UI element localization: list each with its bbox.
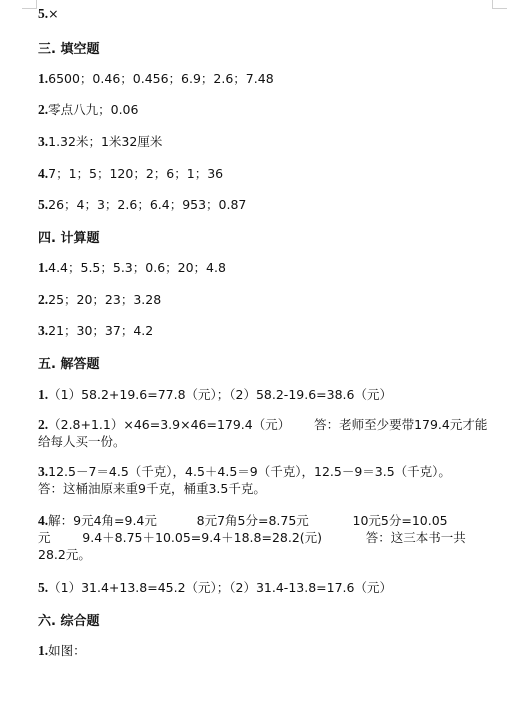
section-heading-comprehensive: 六. 综合题 (38, 614, 100, 629)
item-text: 如图： (48, 643, 86, 658)
item-text: （2.8+1.1）×46=3.9×46=179.4（元） 答：老师至少要带179.4元才能 给每人买一份。 (38, 417, 488, 449)
item-number: 5. (38, 6, 49, 21)
item-number: 1. (38, 260, 49, 275)
item-text: × (48, 6, 59, 21)
item-number: 1. (38, 643, 49, 658)
item-text: （1）58.2+19.6=77.8（元）；（2）58.2-19.6=38.6（元） (48, 387, 392, 402)
item-text: （1）31.4+13.8=45.2（元）；（2）31.4-13.8=17.6（元） (48, 580, 392, 595)
calc-answer-2 (38, 290, 161, 308)
section-heading-calculation: 四. 计算题 (38, 231, 100, 246)
item-number: 5. (38, 580, 49, 595)
solution-2 (38, 416, 487, 450)
solution-5 (38, 578, 392, 596)
page-corner-mark-left (22, 0, 37, 9)
solution-3 (38, 463, 451, 497)
item-number: 4. (38, 166, 49, 181)
item-number: 2. (38, 292, 49, 307)
item-text: 解：9元4角=9.4元 8元7角5分=8.75元 10元5分=10.05 元 9.4＋8.75＋10.05=9.4＋18.8=28.2(元) 答：这三本书一共 28.2元。 (38, 513, 466, 562)
fill-answer-2 (38, 100, 138, 118)
item-text: 4.4；5.5；5.3；0.6；20；4.8 (48, 260, 226, 275)
section-heading-solutions: 五. 解答题 (38, 357, 100, 372)
item-number: 1. (38, 387, 49, 402)
item-text: 26；4；3；2.6；6.4；953；0.87 (48, 197, 247, 212)
item-text: 1.32米；1米32厘米 (48, 134, 163, 149)
item-text: 21；30；37；4.2 (48, 323, 154, 338)
calc-answer-1 (38, 258, 226, 276)
item-text: 7；1；5；120；2；6；1；36 (48, 166, 224, 181)
fill-answer-4 (38, 164, 223, 182)
item-text: 12.5－7＝4.5（千克），4.5＋4.5＝9（千克），12.5－9＝3.5（千克）。 答：这桶油原来重9千克，桶重3.5千克。 (38, 464, 451, 496)
calc-answer-3 (38, 321, 153, 339)
answer-5-prev (38, 6, 59, 22)
item-text: 25；20；23；3.28 (48, 292, 162, 307)
item-number: 2. (38, 417, 49, 432)
item-number: 1. (38, 71, 49, 86)
item-number: 3. (38, 464, 49, 479)
fill-answer-3 (38, 132, 162, 150)
item-number: 3. (38, 134, 49, 149)
item-number: 3. (38, 323, 49, 338)
item-number: 4. (38, 513, 49, 528)
solution-4 (38, 512, 466, 563)
fill-answer-5 (38, 195, 246, 213)
item-text: 零点八九；0.06 (48, 102, 139, 117)
page-corner-mark-right (492, 0, 507, 9)
solution-1 (38, 385, 392, 403)
item-number: 5. (38, 197, 49, 212)
item-text: 6500；0.46；0.456；6.9；2.6；7.48 (48, 71, 274, 86)
comprehensive-1 (38, 641, 86, 659)
fill-answer-1 (38, 69, 274, 87)
item-number: 2. (38, 102, 49, 117)
section-heading-fill-blank: 三. 填空题 (38, 42, 100, 57)
